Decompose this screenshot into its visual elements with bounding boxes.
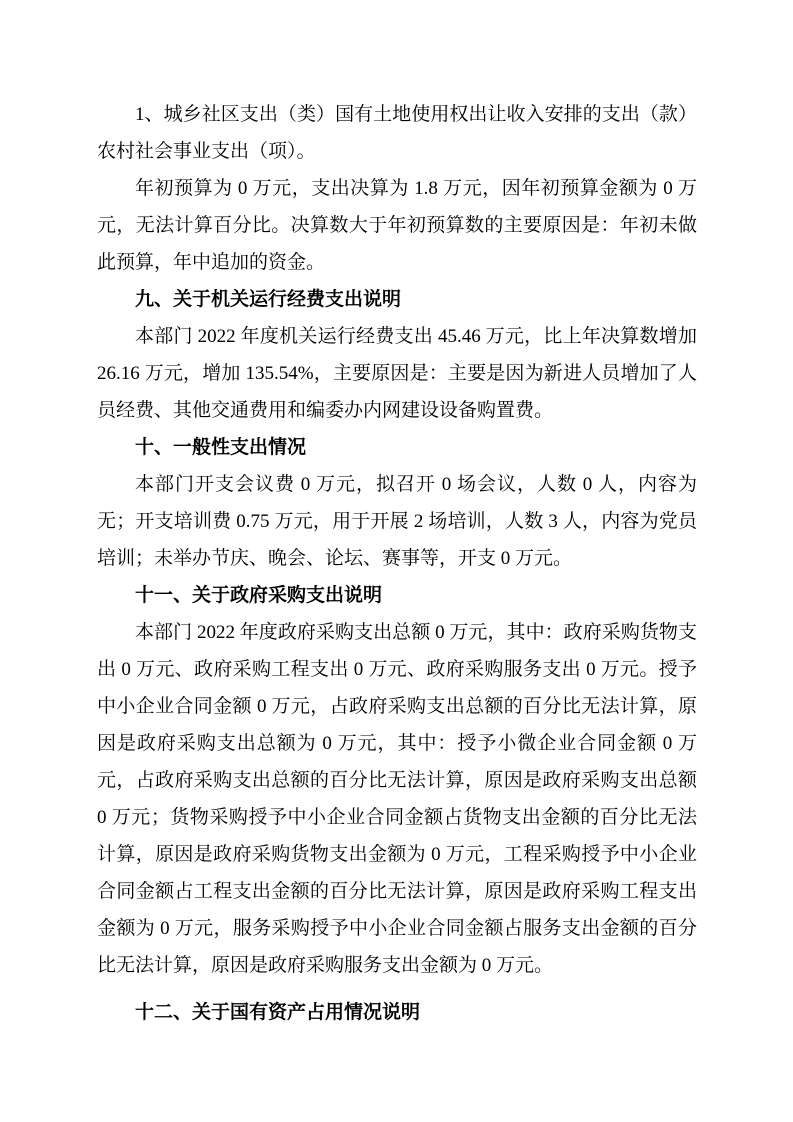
paragraph-budget-explanation: 年初预算为 0 万元，支出决算为 1.8 万元，因年初预算金额为 0 万元，无法计算百分比。决算数大于年初预算数的主要原因是：年初未做此预算，年中追加的资金。 [97, 178, 697, 273]
section-heading-10: 十、一般性支出情况 [135, 437, 307, 458]
section-heading-11: 十一、关于政府采购支出说明 [135, 585, 383, 606]
paragraph-government-procurement: 本部门 2022 年度政府采购支出总额 0 万元，其中：政府采购货物支出 0 万元、政府采购工程支出 0 万元、政府采购服务支出 0 万元。授予中小企业合同金额 0 万元，占政府采购支出总额的百分比无法计算，原因是政府采购支出总额为 0 万元，其中：授予小微企业合同金额 0 万元，占政府采购支出总额的百分比无法计算，原因是政府采购支出总额 0 万元；货物采购授予中小企业合同金额占货物支出金额的百分比无法计算，原因是政府采购货物支出金额为 0 万元，工程采购授予中小企业合同金额占工程支出金额的百分比无法计算，原因是政府采购工程支出金额为 0 万元，服务采购授予中小企业合同金额占服务支出金额的百分比无法计算，原因是政府采购服务支出金额为 0 万元。 [97, 622, 697, 976]
section-heading-9: 九、关于机关运行经费支出说明 [135, 289, 402, 310]
paragraph-operating-expenses: 本部门 2022 年度机关运行经费支出 45.46 万元，比上年决算数增加 26.16 万元，增加 135.54%，主要原因是：主要是因为新进人员增加了人员经费、其他交通费用和编委办内网建设设备购置费。 [97, 326, 697, 421]
paragraph-subitem-1: 1、城乡社区支出（类）国有土地使用权出让收入安排的支出（款）农村社会事业支出（项）。 [97, 104, 697, 162]
paragraph-general-expenses: 本部门开支会议费 0 万元，拟召开 0 场会议，人数 0 人，内容为无；开支培训费 0.75 万元，用于开展 2 场培训，人数 3 人，内容为党员培训；未举办节庆、晚会、论坛、赛事等，开支 0 万元。 [97, 474, 697, 569]
section-heading-12: 十二、关于国有资产占用情况说明 [135, 1002, 421, 1023]
